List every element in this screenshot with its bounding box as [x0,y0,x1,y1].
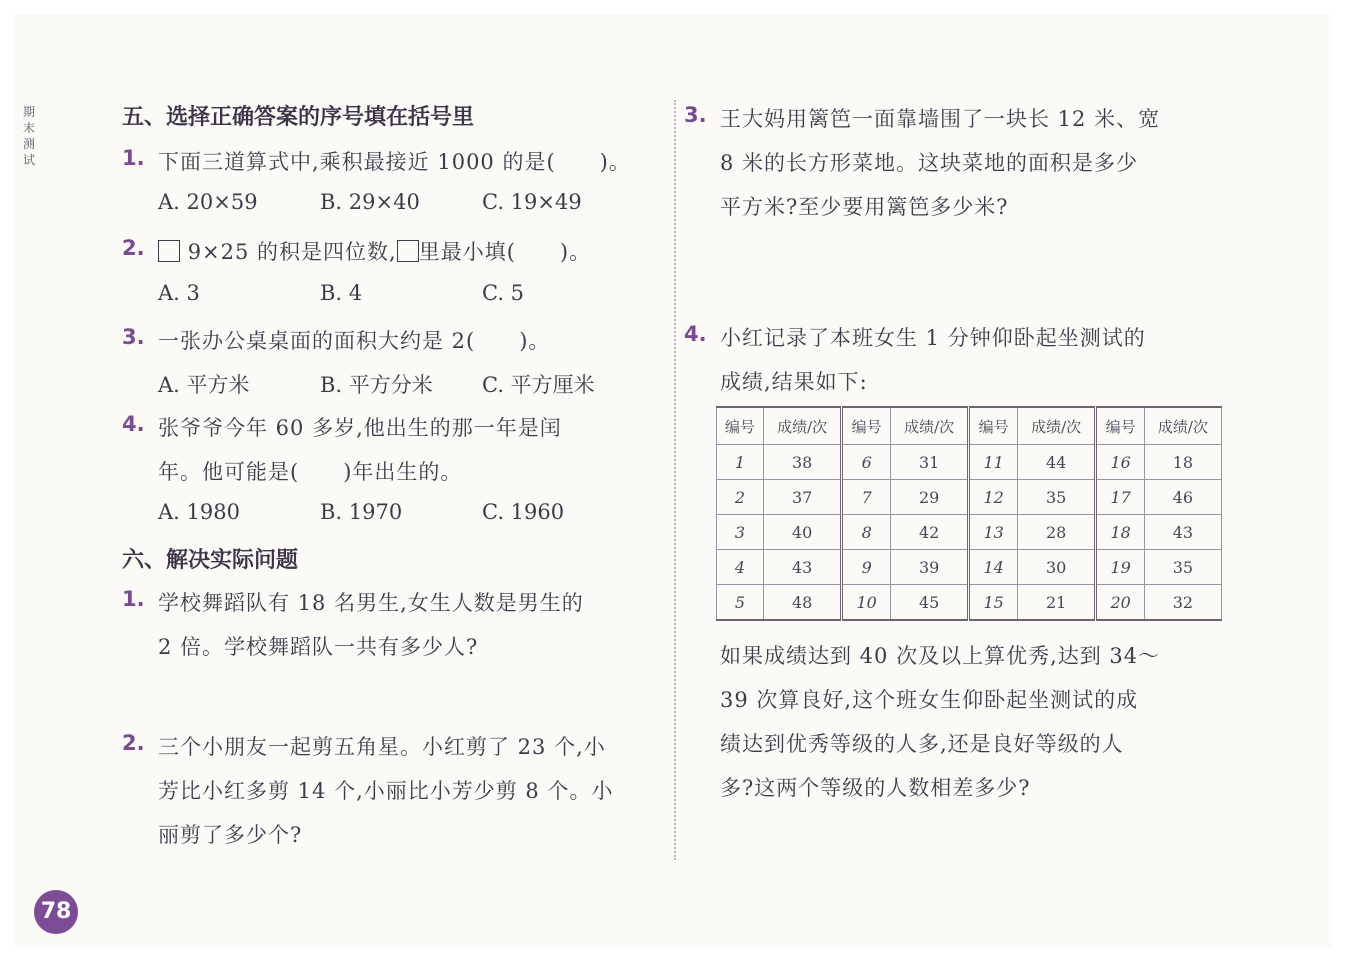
s6-q2-line2: 芳比小红多剪 14 个,小丽比小芳少剪 8 个。小 [158,779,614,803]
s6-q4-after-line2: 39 次算良好,这个班女生仰卧起坐测试的成 [720,688,1139,712]
s6-q3-number: 3. [684,103,707,127]
s5-q4-option-b: B. 1970 [320,500,403,524]
table-header-row [717,407,1222,445]
s5-q2-text-b: 里最小填( )。 [418,240,592,264]
cell-score: 45 [890,585,969,621]
blank-box-icon [397,240,419,262]
cell-id: 8 [842,515,890,550]
cell-id: 5 [717,585,764,621]
cell-id: 6 [842,445,890,480]
cell-id: 3 [717,515,764,550]
cell-score: 39 [890,550,969,585]
cell-score: 30 [1017,550,1096,585]
s5-q2-text-a: 9×25 的积是四位数, [187,240,397,264]
cell-score: 35 [1017,480,1096,515]
cell-score: 35 [1144,550,1221,585]
s5-q4-text-line1: 张爷爷今年 60 多岁,他出生的那一年是闰 [158,416,562,440]
s5-q1-text: 下面三道算式中,乘积最接近 1000 的是( )。 [158,150,631,174]
header-id: 编号 [842,407,890,445]
s6-q4-number: 4. [684,322,707,346]
cell-score: 28 [1017,515,1096,550]
s6-q4-after-line1: 如果成绩达到 40 次及以上算优秀,达到 34～ [720,644,1161,668]
s5-q4-text-line2: 年。他可能是( )年出生的。 [158,460,463,484]
s6-q3-line3: 平方米?至少要用篱笆多少米? [720,195,1009,219]
cell-score: 40 [763,515,842,550]
column-divider [674,100,676,860]
blank-box-icon [158,240,180,262]
s5-q2-option-c: C. 5 [482,281,525,305]
cell-id: 18 [1096,515,1144,550]
table-row [717,585,1222,621]
cell-id: 7 [842,480,890,515]
header-id: 编号 [1096,407,1144,445]
header-score: 成绩/次 [1144,407,1221,445]
side-tab-label: 期 末 测 试 [22,105,35,167]
s6-q4-line2: 成绩,结果如下: [720,370,868,394]
cell-score: 32 [1144,585,1221,621]
s6-q4-line1: 小红记录了本班女生 1 分钟仰卧起坐测试的 [720,326,1146,350]
cell-score: 43 [1144,515,1221,550]
s6-q4-after-line3: 绩达到优秀等级的人多,还是良好等级的人 [720,732,1124,756]
cell-score: 38 [763,445,842,480]
cell-id: 20 [1096,585,1144,621]
cell-score: 37 [763,480,842,515]
cell-id: 2 [717,480,764,515]
s5-q4-option-c: C. 1960 [482,500,565,524]
section5-title: 五、选择正确答案的序号填在括号里 [122,105,475,130]
s6-q2-number: 2. [122,731,145,755]
s5-q4-option-a: A. 1980 [158,500,240,524]
s5-q2-option-a: A. 3 [158,281,200,305]
section6-title: 六、解决实际问题 [122,548,299,573]
s5-q3-option-a: A. 平方米 [158,373,250,397]
cell-id: 19 [1096,550,1144,585]
s5-q1-number: 1. [122,146,145,170]
s5-q2-option-b: B. 4 [320,281,363,305]
page-number-badge: 78 [34,890,78,934]
cell-score: 46 [1144,480,1221,515]
s5-q4-number: 4. [122,412,145,436]
header-score: 成绩/次 [763,407,842,445]
s6-q2-line3: 丽剪了多少个? [158,823,303,847]
cell-score: 48 [763,585,842,621]
cell-score: 44 [1017,445,1096,480]
s5-q2-text [158,236,591,266]
table-row [717,515,1222,550]
s5-q3-number: 3. [122,325,145,349]
cell-score: 18 [1144,445,1221,480]
cell-score: 31 [890,445,969,480]
cell-id: 16 [1096,445,1144,480]
cell-id: 9 [842,550,890,585]
s6-q4-after-line4: 多?这两个等级的人数相差多少? [720,776,1031,800]
s5-q1-option-c: C. 19×49 [482,190,582,214]
score-table [716,406,1222,621]
s5-q3-option-b: B. 平方分米 [320,373,433,397]
s6-q1-line2: 2 倍。学校舞蹈队一共有多少人? [158,635,479,659]
header-id: 编号 [717,407,764,445]
table-row [717,445,1222,480]
cell-id: 4 [717,550,764,585]
s5-q1-option-a: A. 20×59 [158,190,258,214]
cell-id: 12 [969,480,1017,515]
cell-id: 1 [717,445,764,480]
s6-q3-line1: 王大妈用篱笆一面靠墙围了一块长 12 米、宽 [720,107,1161,131]
cell-score: 42 [890,515,969,550]
s5-q2-number: 2. [122,236,145,260]
header-id: 编号 [969,407,1017,445]
cell-id: 14 [969,550,1017,585]
table-row [717,480,1222,515]
cell-id: 10 [842,585,890,621]
cell-score: 43 [763,550,842,585]
cell-id: 15 [969,585,1017,621]
s6-q3-line2: 8 米的长方形菜地。这块菜地的面积是多少 [720,151,1139,175]
s5-q3-text: 一张办公桌桌面的面积大约是 2( )。 [158,329,551,353]
s6-q2-line1: 三个小朋友一起剪五角星。小红剪了 23 个,小 [158,735,606,759]
s6-q1-line1: 学校舞蹈队有 18 名男生,女生人数是男生的 [158,591,584,615]
cell-score: 29 [890,480,969,515]
cell-id: 13 [969,515,1017,550]
cell-id: 11 [969,445,1017,480]
header-score: 成绩/次 [1017,407,1096,445]
s6-q1-number: 1. [122,587,145,611]
header-score: 成绩/次 [890,407,969,445]
cell-id: 17 [1096,480,1144,515]
s5-q3-option-c: C. 平方厘米 [482,373,595,397]
s5-q1-option-b: B. 29×40 [320,190,420,214]
cell-score: 21 [1017,585,1096,621]
table-row [717,550,1222,585]
